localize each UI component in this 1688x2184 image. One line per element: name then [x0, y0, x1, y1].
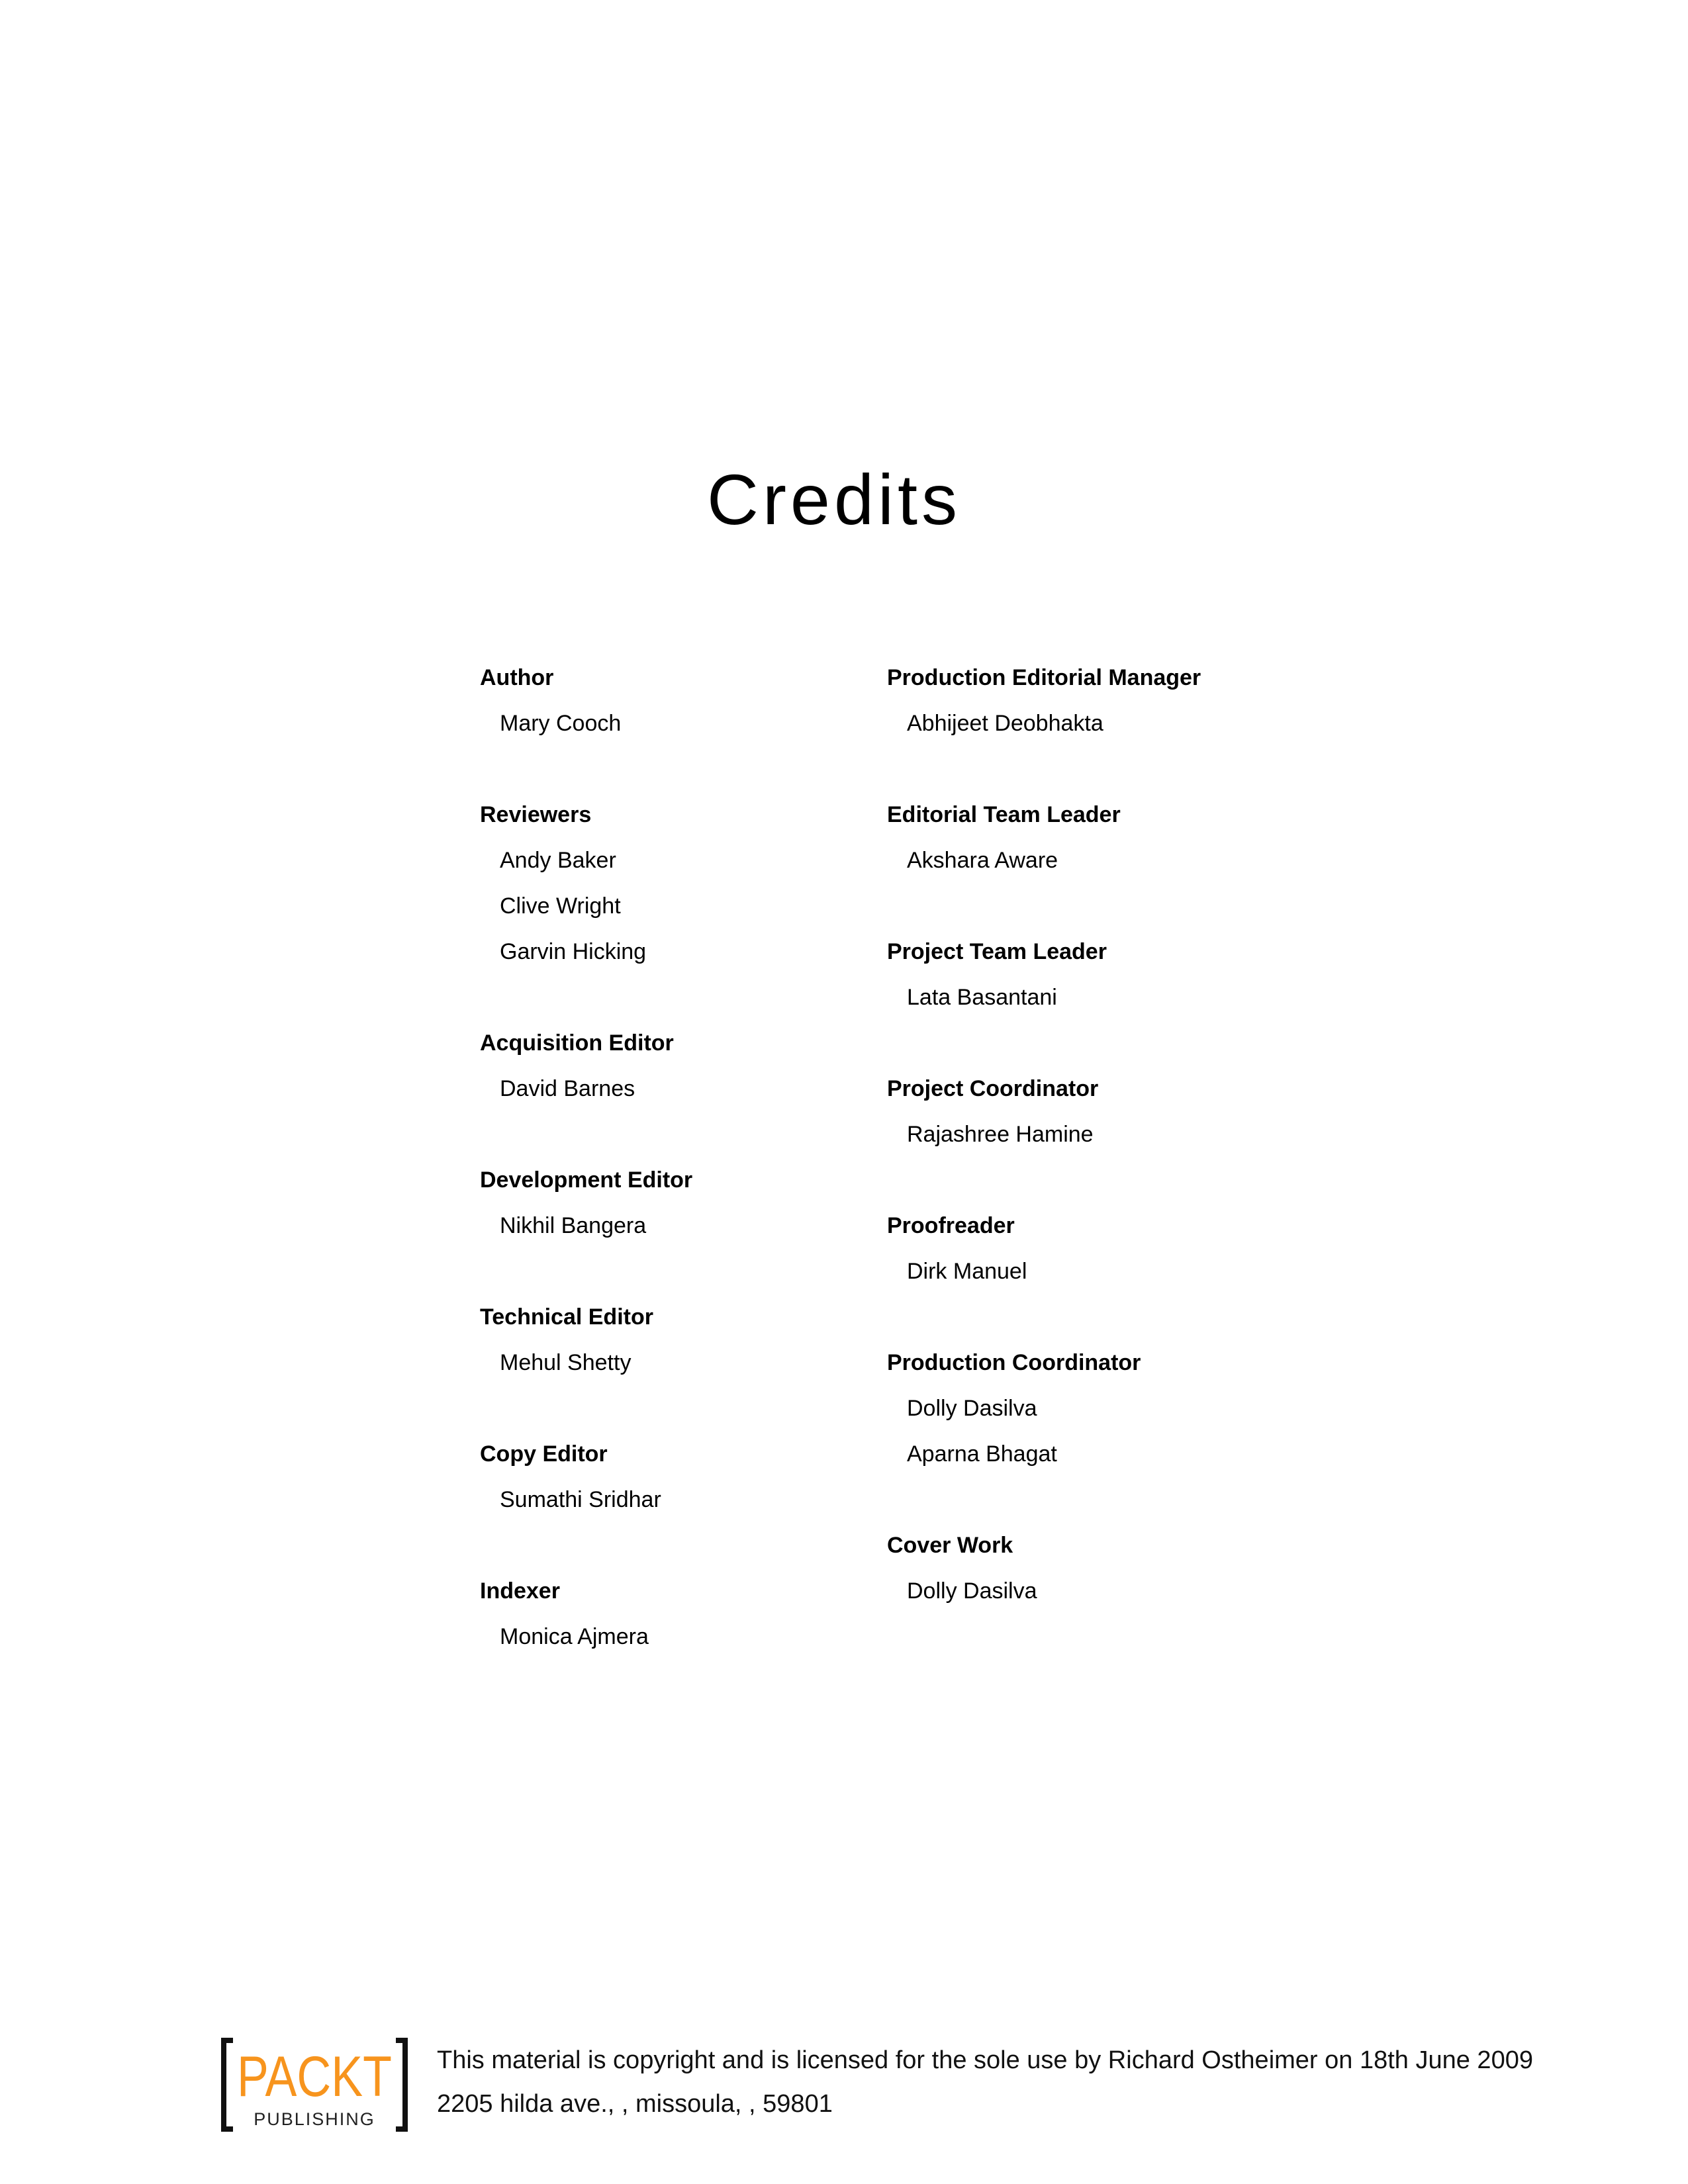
credit-name: Mary Cooch [500, 711, 622, 736]
credit-role: Author [480, 665, 554, 690]
credit-name: Dolly Dasilva [907, 1578, 1037, 1604]
credit-role: Technical Editor [480, 1304, 653, 1330]
credit-role: Project Team Leader [887, 939, 1107, 964]
logo-wordmark: PACKT [237, 2045, 392, 2109]
credit-role: Production Editorial Manager [887, 665, 1201, 690]
footer-address-line: 2205 hilda ave., , missoula, , 59801 [437, 2090, 833, 2118]
credit-section [480, 1021, 890, 1112]
credit-name: Garvin Hicking [500, 939, 647, 964]
credit-name: Mehul Shetty [500, 1350, 632, 1375]
credit-section [887, 1340, 1390, 1477]
credit-name: Andy Baker [500, 848, 616, 873]
credit-name: Abhijeet Deobhakta [907, 711, 1103, 736]
credit-role: Project Coordinator [887, 1076, 1099, 1101]
footer-copyright-line: This material is copyright and is licensed for the sole use by Richard Ostheimer on 18th June 2009 [437, 2046, 1533, 2074]
credit-section [480, 1158, 890, 1249]
credit-name: Lata Basantani [907, 985, 1057, 1010]
credit-name: Dirk Manuel [907, 1259, 1027, 1284]
credits-left-column [480, 655, 890, 1706]
credit-role: Indexer [480, 1578, 560, 1604]
credit-name: Nikhil Bangera [500, 1213, 647, 1238]
logo-subtext: PUBLISHING [254, 2109, 375, 2129]
credit-section [887, 1523, 1390, 1614]
credit-role: Reviewers [480, 802, 592, 827]
credit-name: David Barnes [500, 1076, 635, 1101]
credit-section [480, 1432, 890, 1523]
credits-right-column [887, 655, 1390, 1660]
credit-section [887, 655, 1390, 747]
credit-section [887, 1066, 1390, 1158]
credit-name: Clive Wright [500, 893, 621, 919]
credit-name: Monica Ajmera [500, 1624, 649, 1649]
credit-name: Aparna Bhagat [907, 1441, 1057, 1467]
credit-section [480, 655, 890, 747]
credit-name: Rajashree Hamine [907, 1122, 1094, 1147]
logo-left-bracket [224, 2040, 233, 2129]
credit-section [887, 1203, 1390, 1295]
credit-section [480, 1295, 890, 1386]
credit-role: Production Coordinator [887, 1350, 1141, 1375]
credit-role: Development Editor [480, 1167, 693, 1193]
credit-role: Proofreader [887, 1213, 1015, 1238]
credit-section [887, 792, 1390, 884]
credit-role: Cover Work [887, 1533, 1013, 1558]
page-title: Credits [706, 459, 962, 539]
credit-role: Editorial Team Leader [887, 802, 1121, 827]
logo-right-bracket [396, 2040, 405, 2129]
packt-publishing-logo [218, 2035, 410, 2134]
credit-role: Acquisition Editor [480, 1030, 674, 1056]
credit-section [887, 929, 1390, 1021]
credit-role: Copy Editor [480, 1441, 608, 1467]
credit-section [480, 1569, 890, 1660]
credit-name: Sumathi Sridhar [500, 1487, 661, 1512]
footer-license-text [437, 2038, 1628, 2126]
credit-name: Akshara Aware [907, 848, 1058, 873]
credit-section [480, 792, 890, 975]
credit-name: Dolly Dasilva [907, 1396, 1037, 1421]
